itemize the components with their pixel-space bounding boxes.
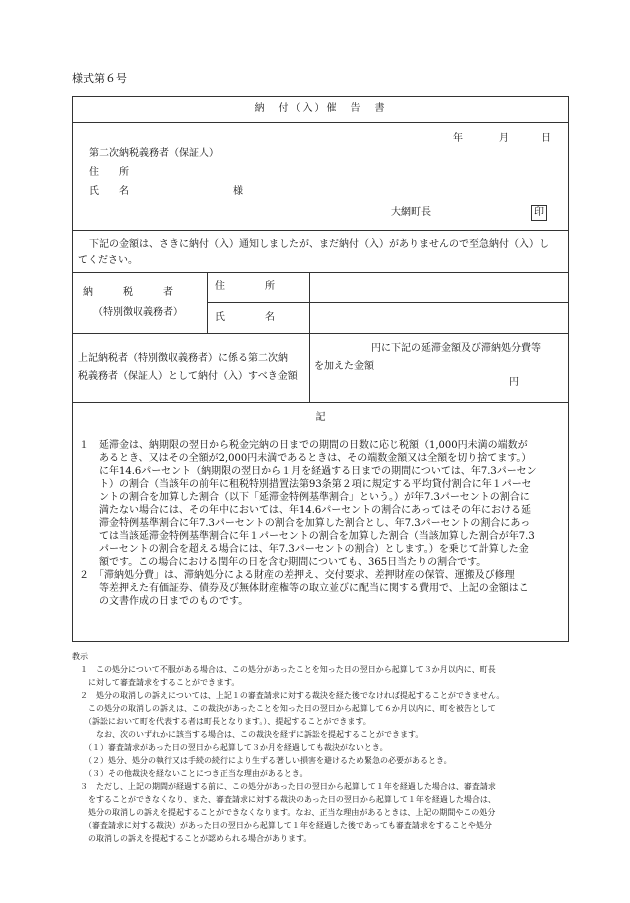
addressee-address-label: 住 所 (89, 167, 129, 178)
item-1-line: に年14.6パーセント（納期限の翌日から１月を経過する日までの期間については、年7.3パーセン (79, 466, 537, 477)
taxpayer-name-value (311, 305, 566, 330)
divider (73, 122, 568, 123)
note-line: 処分の取消しの訴えを提起することができなくなります。なお、正当な理由があるときは、上記の期間やこの処分 (72, 808, 496, 817)
divider (73, 333, 568, 334)
notice-text-line1: 下記の金額は、さきに納付（入）通知しましたが、まだ納付（入）がありませんので至急納付（入）し (89, 239, 549, 250)
item-1-line: パーセントの割合を超える場合には、年7.3パーセントの割合）とします。）を乗じて計算した金 (79, 544, 529, 555)
addressee-honorific: 様 (233, 186, 243, 197)
note-line: ３ ただし、上記の期間が経過する前に、この処分があった日の翌日から起算して１年を経過した場合は、審査請求 (72, 782, 496, 791)
instructions (72, 650, 572, 845)
divider (309, 333, 310, 402)
issuer: 大網町長 (391, 207, 431, 218)
divider (207, 302, 568, 303)
note-line: （１）審査請求があった日の翌日から起算して３か月を経過しても裁決がないとき。 (72, 743, 388, 752)
notes-heading: 教示 (72, 652, 88, 661)
item-1-line: ントの割合を加算した割合（以下「延滞金特例基準割合」という。）が年7.3パーセントの割合に (79, 492, 530, 503)
taxpayer-name-label: 氏 名 (215, 312, 275, 323)
form-title: 納 付（入）催 告 書 (254, 103, 387, 114)
notice-form (72, 96, 569, 642)
divider (73, 230, 568, 231)
item-1-line: 滞金特例基準割合に年7.3パーセントの割合を加算した割合とし、年7.3パーセントの割合にあっ (79, 518, 531, 529)
taxpayer-address-value (311, 275, 566, 300)
amount-label-line2: 税義務者（保証人）として納付（入）すべき金額 (78, 371, 298, 382)
item-1-line: １ 延滞金は、納期限の翌日から税金完納の日までの期間の日数に応じ税額（1,000円未満の端数が (79, 440, 528, 451)
date-month: 月 (499, 133, 509, 144)
addressee-name-label: 氏 名 (89, 186, 129, 197)
note-line: （３）その他裁決を経ないことにつき正当な理由があるとき。 (72, 769, 308, 778)
note-line: ２ 処分の取消しの訴えについては、上記１の審査請求に対する裁決を経た後でなければ提起することができません。 (72, 691, 505, 700)
date-day: 日 (541, 133, 551, 144)
item-2-line: の文書作成の日までのものです。 (79, 596, 249, 607)
form-number: 様式第６号 (72, 72, 127, 85)
item-2-line: ２ 「滞納処分費」は、滞納処分による財産の差押え、交付要求、差押財産の保管、運搬及び修理 (79, 570, 515, 581)
amount-label-line1: 上記納税者（特別徴収義務者）に係る第二次納 (78, 353, 288, 364)
item-1-line: 満たない場合には、その年中においては、年14.6パーセントの割合にあってはその年における延 (79, 505, 531, 516)
amount-yen: 円 (509, 377, 519, 388)
seal-box: 印 (531, 205, 547, 221)
item-1 (79, 439, 537, 608)
note-line: に対して審査請求をすることができます。 (72, 678, 240, 687)
amount-right-line2: を加えた金額 (314, 361, 374, 372)
addressee-role: 第二次納税義務者（保証人） (89, 148, 219, 159)
note-line: （訴訟において町を代表する者は町長となります。）、提起することができます。 (72, 717, 371, 726)
item-1-line: ては当該延滞金特例基準割合に年１パーセントの割合を加算した割合（当該加算した割合が年7.3 (79, 531, 535, 542)
date-year: 年 (453, 133, 463, 144)
note-line: をすることができなくなり、また、審査請求に対する裁決のあった日の翌日から起算して１年を経過した場合は、 (72, 795, 496, 804)
note-line: この処分の取消しの訴えは、この裁決があったことを知った日の翌日から起算して６か月以内に、町を被告として (72, 704, 496, 713)
note-line: １ この処分について不服がある場合は、この処分があったことを知った日の翌日から起算して３か月以内に、町長 (72, 665, 496, 674)
item-1-line: ト）の割合（当該年の前年に租税特別措置法第93条第２項に規定する平均貸付割合に年１パーセ (79, 479, 532, 490)
item-2-line: 等差押えた有価証券、債券及び無体財産権等の取立並びに配当に関する費用で、上記の金額はこ (79, 583, 529, 594)
note-line: （２）処分、処分の執行又は手続の続行により生ずる著しい損害を避けるため緊急の必要があるとき。 (72, 756, 452, 765)
note-line: なお、次のいずれかに該当する場合は、この裁決を経ずに訴訟を提起することができます。 (72, 730, 424, 739)
divider (73, 272, 568, 273)
item-1-line: 額です。この場合における閏年の日を含む期間についても、365日当たりの割合です。 (79, 557, 487, 568)
note-line: の取消しの訴えを提起することが認められる場合があります。 (72, 834, 312, 843)
taxpayer-sublabel: （特別徴収義務者） (93, 307, 183, 318)
item-1-line: あるとき、又はその全額が2,000円未満であるときは、その端数金額又は全額を切り捨てます。） (79, 453, 532, 464)
taxpayer-address-label: 住 所 (215, 281, 275, 292)
notice-text-line2: てください。 (78, 255, 138, 266)
divider (73, 402, 568, 403)
note-line: （審査請求に対する裁決）があった日の翌日から起算して１年を経過した後であっても審査請求をすることや処分 (72, 821, 492, 830)
record-heading: 記 (315, 412, 326, 423)
amount-right-line1: 円に下記の延滞金額及び滞納処分費等 (371, 343, 541, 354)
taxpayer-label: 納 税 者 (83, 287, 173, 298)
